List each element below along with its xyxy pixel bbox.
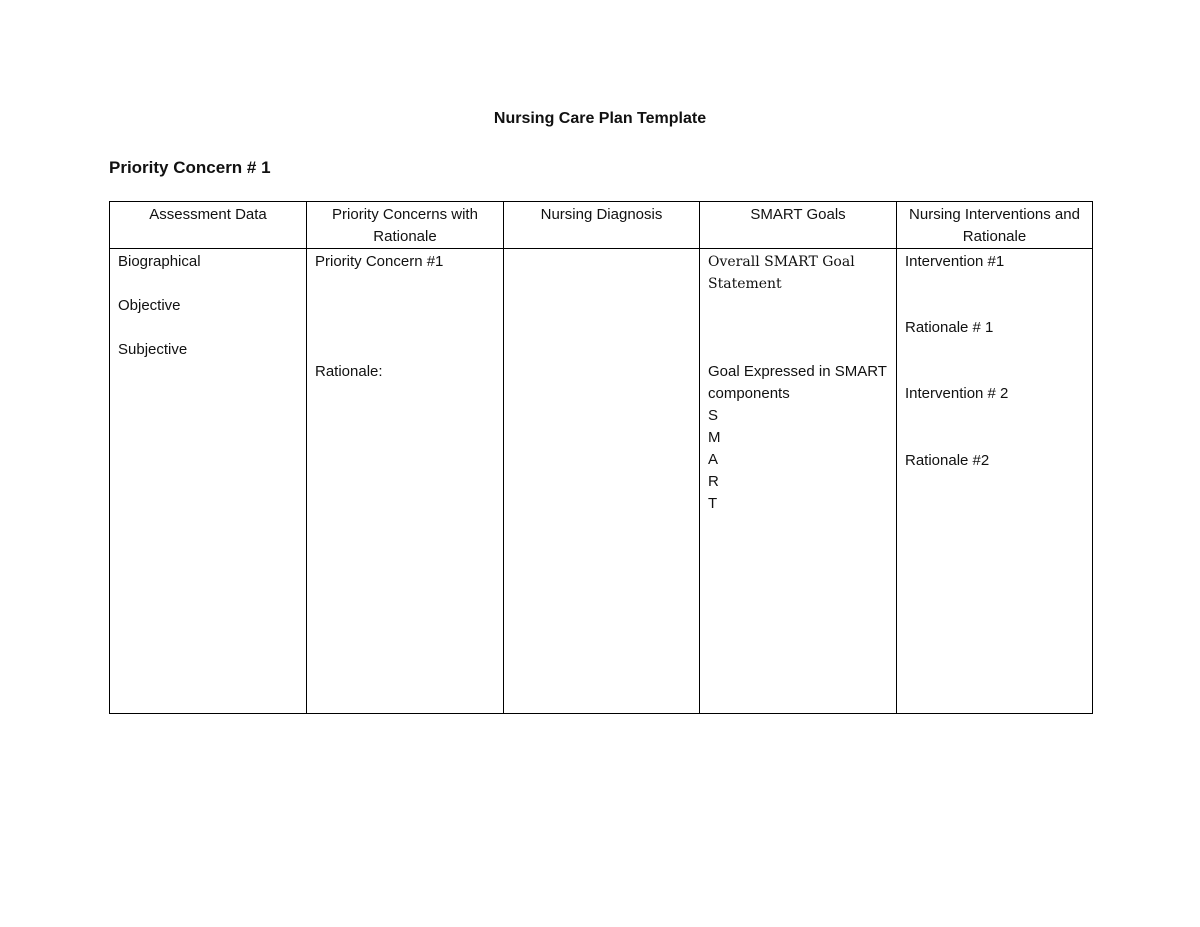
smart-letter-a: A — [708, 451, 719, 468]
cell-nursing-diagnosis[interactable] — [504, 249, 700, 714]
priority-concern-label: Priority Concern #1 — [315, 253, 444, 270]
header-nursing-diagnosis: Nursing Diagnosis — [504, 202, 700, 249]
intervention-1-label: Intervention #1 — [905, 253, 1005, 270]
cell-smart-goals[interactable] — [700, 249, 897, 714]
smart-letter-m: M — [708, 429, 721, 446]
care-plan-table — [109, 201, 1093, 714]
table-header-row — [110, 202, 1093, 249]
goal-expressed-label: Goal Expressed in SMART components — [708, 363, 887, 402]
smart-letter-t: T — [708, 495, 718, 512]
header-interventions: Nursing Interventions and Rationale — [897, 202, 1093, 249]
subjective-label: Subjective — [118, 341, 188, 358]
objective-label: Objective — [118, 297, 181, 314]
rationale-1-label: Rationale # 1 — [905, 319, 994, 336]
rationale-2-label: Rationale #2 — [905, 452, 990, 469]
overall-goal-label: Overall SMART Goal Statement — [708, 254, 855, 292]
smart-letter-s: S — [708, 407, 719, 424]
cell-priority-concerns[interactable] — [307, 249, 504, 714]
table-row — [110, 249, 1093, 714]
header-smart-goals: SMART Goals — [700, 202, 897, 249]
cell-interventions[interactable] — [897, 249, 1093, 714]
document-title: Nursing Care Plan Template — [493, 110, 707, 127]
header-priority-concerns: Priority Concerns with Rationale — [307, 202, 504, 249]
rationale-label: Rationale: — [315, 363, 383, 380]
section-heading: Priority Concern # 1 — [109, 158, 271, 177]
biographical-label: Biographical — [118, 253, 201, 270]
cell-assessment-data[interactable] — [110, 249, 307, 714]
header-assessment-data: Assessment Data — [110, 202, 307, 249]
smart-letter-r: R — [708, 473, 719, 490]
intervention-2-label: Intervention # 2 — [905, 385, 1009, 402]
